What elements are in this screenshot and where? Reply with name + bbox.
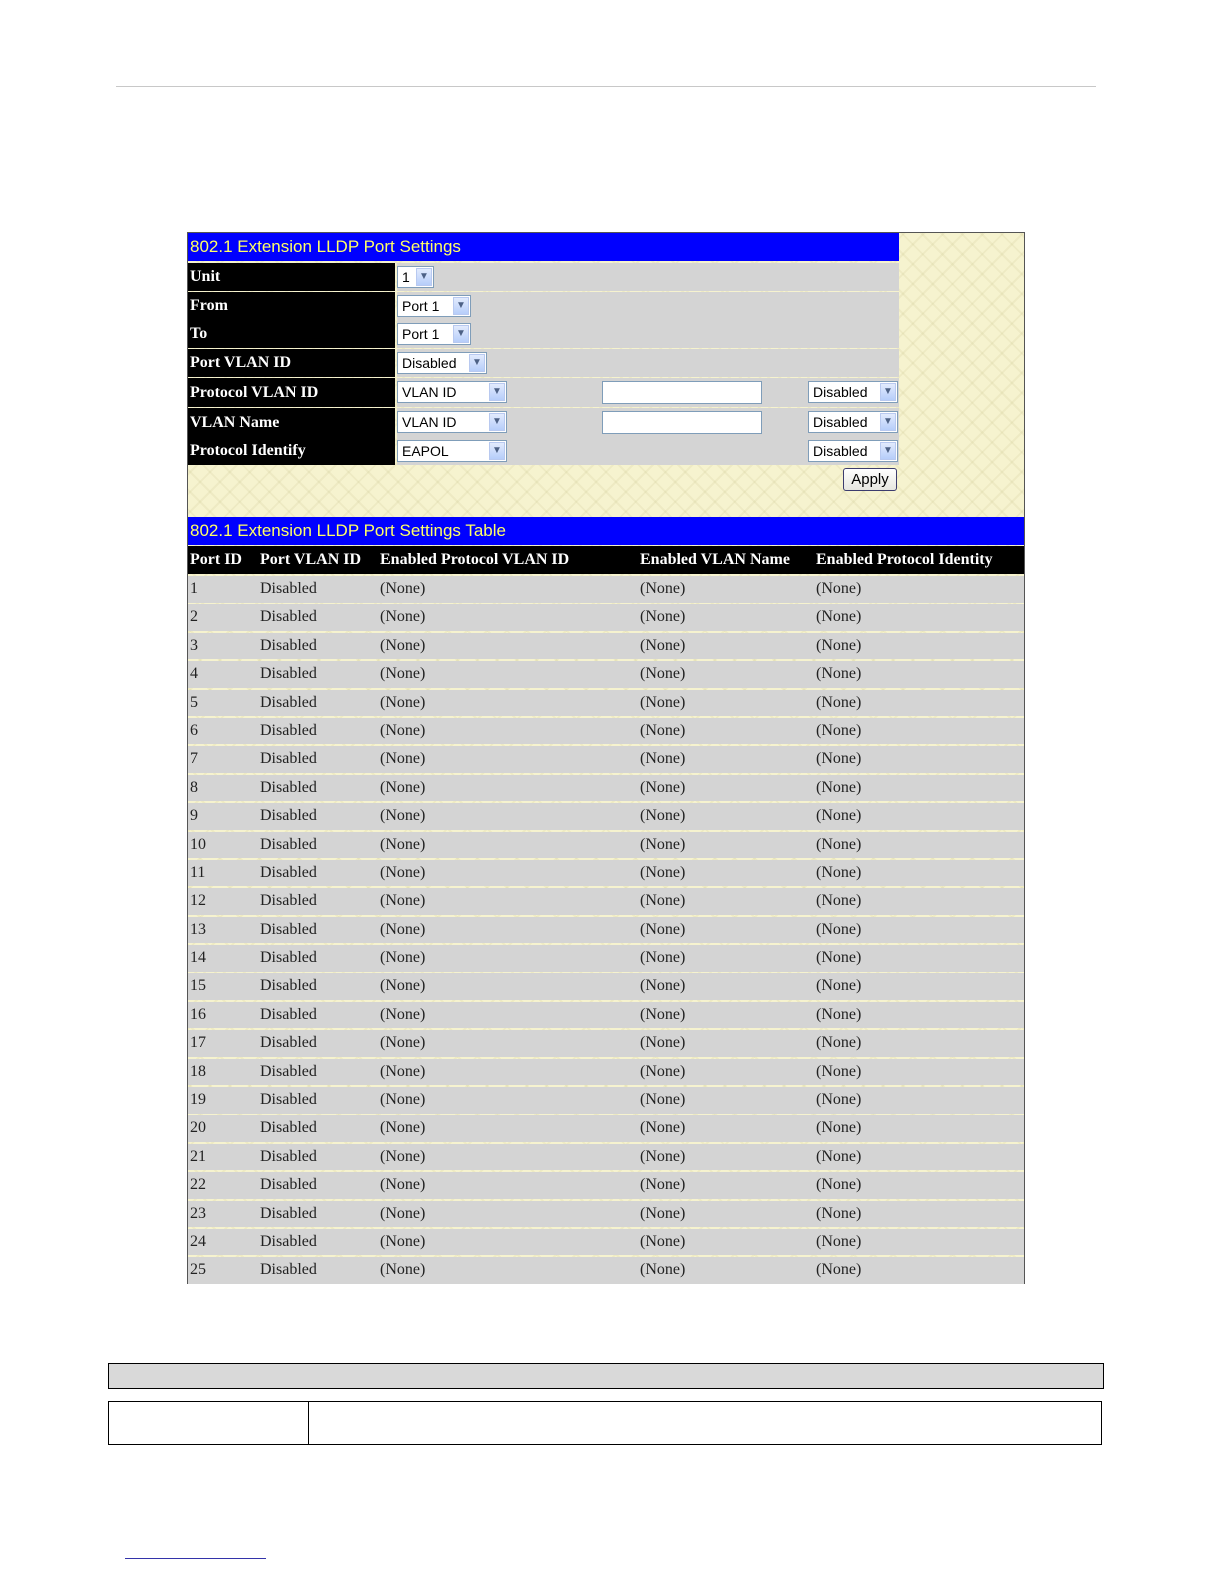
table-cell: Disabled [260,580,317,597]
table-cell: (None) [816,1147,862,1165]
protocol-identify-label: Protocol Identify [188,437,395,465]
table-cell: (None) [816,1261,862,1279]
unit-cell [397,263,899,291]
table-row [188,1229,1024,1256]
table-cell: 17 [190,1034,206,1052]
chevron-down-icon[interactable]: ▼ [489,442,505,460]
apply-button[interactable]: Apply [843,468,897,491]
table-row [188,633,1024,660]
chevron-down-icon[interactable]: ▼ [416,268,432,286]
table-cell: Disabled [260,863,317,881]
port-vlan-id-value: Disabled [402,355,457,371]
table-cell: (None) [380,1261,426,1279]
port-vlan-id-cell [397,349,899,377]
table-cell: (None) [816,1232,862,1250]
table-cell: (None) [380,608,426,626]
table-cell: 4 [190,665,198,683]
table-cell: (None) [380,721,426,739]
to-cell [397,320,899,348]
footer-rule [125,1558,266,1559]
unit-row [188,263,899,291]
table-cell: 14 [190,949,206,967]
table-row [188,1257,1024,1284]
table-cell: (None) [640,1034,686,1052]
table-row [188,775,1024,802]
description-table-divider [308,1402,309,1444]
table-row [188,888,1024,915]
chevron-down-icon[interactable]: ▼ [469,354,485,372]
table-cell: 25 [190,1261,206,1279]
table-cell: (None) [380,807,426,825]
port-vlan-id-label: Port VLAN ID [188,349,395,377]
table-cell: (None) [816,1091,862,1109]
table-cell: (None) [640,1204,686,1222]
table-row [188,576,1024,603]
table-cell: Disabled [260,1119,317,1137]
table-row [188,1115,1024,1142]
protocol-vlan-id-input[interactable] [602,381,762,404]
from-label: From [188,292,395,320]
table-cell: (None) [640,1062,686,1080]
table-cell: Disabled [260,892,317,910]
table-row [188,973,1024,1000]
vlan-name-input[interactable] [602,411,762,434]
table-cell: Disabled [260,636,317,654]
vlan-name-type-select[interactable] [397,411,507,433]
table-row [188,690,1024,717]
table-cell: (None) [640,949,686,967]
table-cell: (None) [816,977,862,995]
table-cell: (None) [380,1091,426,1109]
column-enabled-protocol-vlan-id: Enabled Protocol VLAN ID [380,551,570,568]
table-cell: (None) [640,665,686,683]
table-row [188,1087,1024,1114]
table-cell: (None) [640,1119,686,1137]
table-cell: (None) [816,1062,862,1080]
chevron-down-icon[interactable]: ▼ [880,383,896,401]
table-row [188,945,1024,972]
table-cell: (None) [640,1091,686,1109]
table-cell: 12 [190,892,206,910]
table-title: 802.1 Extension LLDP Port Settings Table [188,517,1024,545]
table-row [188,1030,1024,1057]
table-cell: (None) [380,1005,426,1023]
table-cell: (None) [816,721,862,739]
table-cell: (None) [816,778,862,796]
table-cell: (None) [816,949,862,967]
table-cell: 10 [190,835,206,853]
table-cell: Disabled [260,1005,317,1023]
table-cell: (None) [816,750,862,768]
port-vlan-id-row [188,349,899,377]
table-cell: 24 [190,1232,206,1250]
table-cell: (None) [816,580,862,597]
from-port-select[interactable] [397,295,471,317]
table-cell: (None) [380,1034,426,1052]
protocol-vlan-id-type-value: VLAN ID [402,384,457,400]
header-rule [116,86,1096,87]
table-cell: 2 [190,608,198,626]
table-row [188,1144,1024,1171]
protocol-identify-cell [397,437,899,465]
table-cell: (None) [816,1176,862,1194]
table-cell: Disabled [260,608,317,626]
protocol-vlan-id-row [188,378,899,407]
protocol-identify-row [188,437,899,465]
to-port-select[interactable] [397,323,471,345]
table-cell: (None) [640,1232,686,1250]
table-cell: Disabled [260,1261,317,1279]
table-row [188,661,1024,688]
settings-title: 802.1 Extension LLDP Port Settings [188,233,899,261]
table-row [188,1201,1024,1228]
lldp-port-settings-panel [187,232,1025,1284]
protocol-vlan-id-state-select[interactable] [808,381,898,403]
table-cell: (None) [380,636,426,654]
column-port-vlan-id: Port VLAN ID [260,551,362,568]
table-cell: (None) [380,920,426,938]
table-cell: Disabled [260,920,317,938]
table-cell: 5 [190,693,198,711]
table-cell: Disabled [260,1204,317,1222]
table-row [188,832,1024,859]
table-cell: (None) [640,580,686,597]
table-cell: (None) [380,665,426,683]
table-cell: Disabled [260,977,317,995]
from-port-value: Port 1 [402,298,440,314]
table-cell: (None) [816,863,862,881]
column-port-id: Port ID [190,551,242,568]
to-row [188,320,899,348]
table-cell: (None) [640,1147,686,1165]
table-cell: (None) [816,920,862,938]
table-cell: 13 [190,920,206,938]
vlan-name-label: VLAN Name [188,408,395,437]
table-cell: (None) [816,835,862,853]
table-cell: 21 [190,1147,206,1165]
table-cell: (None) [640,1176,686,1194]
vlan-name-row [188,408,899,437]
table-cell: (None) [380,1204,426,1222]
table-body [188,576,1024,1286]
table-cell: Disabled [260,1091,317,1109]
from-cell [397,292,899,320]
table-cell: (None) [816,693,862,711]
table-row [188,803,1024,830]
table-row [188,718,1024,745]
chevron-down-icon[interactable]: ▼ [453,325,469,343]
table-cell: Disabled [260,693,317,711]
table-row [188,1002,1024,1029]
table-cell: (None) [640,892,686,910]
table-row [188,746,1024,773]
table-cell: Disabled [260,750,317,768]
table-cell: 20 [190,1119,206,1137]
chevron-down-icon[interactable]: ▼ [880,413,896,431]
table-row [188,917,1024,944]
table-cell: Disabled [260,778,317,796]
table-cell: (None) [380,1147,426,1165]
table-cell: (None) [380,835,426,853]
table-cell: (None) [640,721,686,739]
vlan-name-state-select[interactable] [808,411,898,433]
table-cell: 8 [190,778,198,796]
table-cell: (None) [380,693,426,711]
table-cell: 18 [190,1062,206,1080]
table-cell: 3 [190,636,198,654]
table-cell: (None) [380,750,426,768]
table-cell: 22 [190,1176,206,1194]
protocol-vlan-id-cell [397,378,899,407]
to-port-value: Port 1 [402,326,440,342]
table-cell: (None) [816,1034,862,1052]
unit-select-value: 1 [402,269,410,285]
from-row [188,292,899,320]
table-cell: (None) [380,1119,426,1137]
table-cell: (None) [640,920,686,938]
table-cell: (None) [380,778,426,796]
vlan-name-cell [397,408,899,437]
column-enabled-protocol-identity: Enabled Protocol Identity [816,551,993,568]
table-cell: (None) [380,1176,426,1194]
table-cell: (None) [816,665,862,683]
vlan-name-state-value: Disabled [813,414,868,430]
table-cell: (None) [816,807,862,825]
protocol-vlan-id-label: Protocol VLAN ID [188,378,395,407]
table-cell: Disabled [260,1062,317,1080]
table-cell: (None) [640,608,686,626]
table-cell: (None) [816,1005,862,1023]
table-cell: Disabled [260,949,317,967]
table-cell: (None) [816,892,862,910]
protocol-identify-type-select[interactable] [397,440,507,462]
chevron-down-icon[interactable]: ▼ [880,442,896,460]
table-cell: (None) [640,750,686,768]
table-cell: (None) [816,1204,862,1222]
table-row [188,1172,1024,1199]
table-cell: 9 [190,807,198,825]
table-cell: (None) [640,1261,686,1279]
table-row [188,860,1024,887]
table-cell: (None) [816,608,862,626]
unit-select[interactable] [397,266,434,288]
chevron-down-icon[interactable]: ▼ [489,383,505,401]
table-cell: 11 [190,863,206,881]
table-cell: 23 [190,1204,206,1222]
chevron-down-icon[interactable]: ▼ [489,413,505,431]
unit-label: Unit [188,263,395,291]
to-label: To [188,320,395,348]
table-cell: (None) [380,949,426,967]
table-cell: (None) [380,1232,426,1250]
table-cell: Disabled [260,1176,317,1194]
table-cell: 16 [190,1005,206,1023]
table-cell: (None) [640,807,686,825]
table-cell: 19 [190,1091,206,1109]
table-cell: (None) [640,1005,686,1023]
description-table-header [108,1363,1104,1389]
protocol-identify-state-select[interactable] [808,440,898,462]
protocol-vlan-id-type-select[interactable] [397,381,507,403]
port-vlan-id-select[interactable] [397,352,487,374]
table-cell: (None) [640,636,686,654]
table-cell: Disabled [260,1232,317,1250]
protocol-identify-type-value: EAPOL [402,443,449,459]
table-row [188,1059,1024,1086]
description-table [108,1401,1102,1445]
table-cell: (None) [640,693,686,711]
table-cell: (None) [816,1119,862,1137]
table-cell: (None) [816,636,862,654]
table-cell: Disabled [260,807,317,825]
table-header [188,546,1024,574]
table-cell: (None) [380,1062,426,1080]
table-cell: (None) [640,977,686,995]
table-cell: Disabled [260,1034,317,1052]
table-cell: Disabled [260,835,317,853]
table-cell: (None) [380,580,426,597]
table-cell: (None) [640,835,686,853]
table-cell: 1 [190,580,198,597]
table-cell: Disabled [260,665,317,683]
protocol-identify-state-value: Disabled [813,443,868,459]
chevron-down-icon[interactable]: ▼ [453,297,469,315]
table-row [188,604,1024,631]
table-cell: (None) [380,863,426,881]
table-cell: (None) [640,778,686,796]
table-cell: Disabled [260,721,317,739]
column-enabled-vlan-name: Enabled VLAN Name [640,551,790,568]
table-cell: (None) [380,977,426,995]
table-cell: Disabled [260,1147,317,1165]
table-cell: 6 [190,721,198,739]
table-cell: 15 [190,977,206,995]
table-cell: (None) [640,863,686,881]
table-cell: (None) [380,892,426,910]
vlan-name-type-value: VLAN ID [402,414,457,430]
protocol-vlan-id-state-value: Disabled [813,384,868,400]
table-cell: 7 [190,750,198,768]
